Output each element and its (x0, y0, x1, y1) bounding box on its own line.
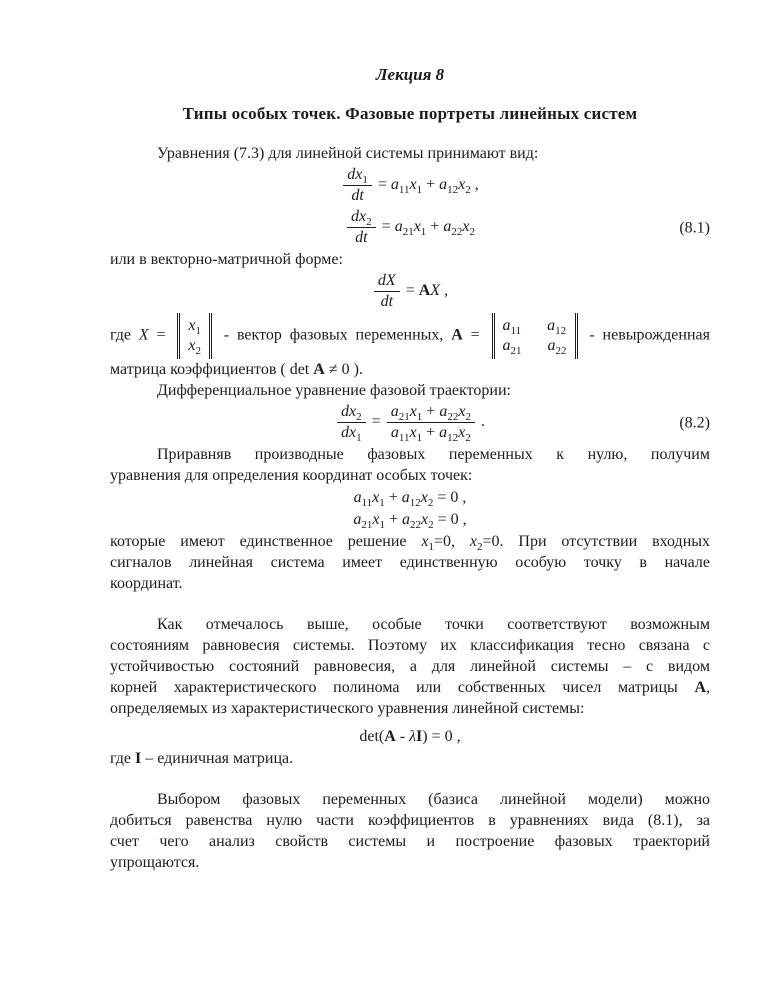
paragraph-classification-line-3: устойчивостью состояний равновесия, а для линейной системы – с видом (110, 658, 710, 675)
paragraph-equate-line-1: Приравняв производные фазовых переменных к нулю, получим (157, 446, 710, 463)
equation-zero-1: $a_{11}x_1 + a_{12}x_2 = 0$ , (353, 489, 467, 510)
paragraph-identity-matrix: где I – единичная матрица. (110, 750, 294, 767)
paragraph-unique-line-1: которые имеют единственное решение $x_1=0$, $x_2=0$. При отсутствии входных (110, 533, 711, 554)
equation-vector-matrix-form: $\frac{dX}{dt}$ = AX , (110, 271, 710, 312)
lecture-title: Типы особых точек. Фазовые портреты линейных систем (182, 104, 638, 123)
lecture-number-title: Лекция 8 (375, 65, 445, 84)
equation-characteristic: det(A - λI) = 0 , (359, 728, 461, 745)
paragraph-classification-line-4: корней характеристического полинома или собственных чисел матрицы A, (110, 679, 710, 696)
equation-8-2 (110, 402, 710, 443)
line-coefficient-matrix: матрица коэффициентов ( det A ≠ 0 ). (110, 361, 363, 378)
equation-zero-2: $a_{21}x_1 + a_{22}x_2 = 0$ , (353, 511, 467, 532)
equation-8-1-line-2 (110, 207, 710, 248)
equation-number-8-2: (8.2) (679, 414, 710, 431)
equation-8-2-expression: $\frac{dx_2}{dx_1}$ = $\frac{a_{21}x_1 + a_{22}x_2}{a_{11}x_1 + a_{12}x_2}$ . (335, 413, 485, 430)
paragraph-basis-line-3: счет чего анализ свойств системы и построение фазовых траекторий (110, 833, 710, 850)
equation-number-8-1: (8.1) (679, 219, 710, 236)
paragraph-classification-line-2: состояниям равновесия системы. Поэтому их классификация тесно связана с (110, 637, 710, 654)
paragraph-vector-form: или в векторно-матричной форме: (110, 251, 343, 268)
paragraph-classification-line-1: Как отмечалось выше, особые точки соответствуют возможным (157, 616, 710, 633)
paragraph-basis-line-4: упрощаются. (110, 854, 200, 871)
text-column (110, 0, 710, 873)
paragraph-unique-line-2: сигналов линейная система имеет единственную особую точку в начале (110, 554, 710, 571)
paragraph-basis-line-2: добиться равенства нулю части коэффициентов в уравнениях вида (8.1), за (110, 812, 710, 829)
paragraph-classification-line-5: определяемых из характеристического уравнения линейной системы: (110, 700, 585, 717)
paragraph-unique-line-3: координат. (110, 575, 183, 592)
paragraph-intro: Уравнения (7.3) для линейной системы принимают вид: (157, 145, 539, 162)
paragraph-diff-trajectory: Дифференциальное уравнение фазовой траектории: (157, 382, 511, 399)
equation-8-1-line-1: $\frac{dx_1}{dt}$ = $a_{11}x_1 + a_{12}x_2$ , (110, 165, 710, 206)
paragraph-basis-line-1: Выбором фазовых переменных (базиса линейной модели) можно (157, 791, 710, 808)
paragraph-equate-line-2: уравнения для определения координат особых точек: (110, 467, 473, 484)
equation-8-1-expression: $\frac{dx_2}{dt}$ = $a_{21}x_1 + a_{22}x_2$ (345, 218, 475, 235)
line-phase-vector-definition: где X = $x_1$ $x_2$ - вектор фазовых переменных, A = $a_{11}$ $a_{12}$ $a_{21}$ $a_{22}$ - невырожденная (110, 313, 710, 359)
